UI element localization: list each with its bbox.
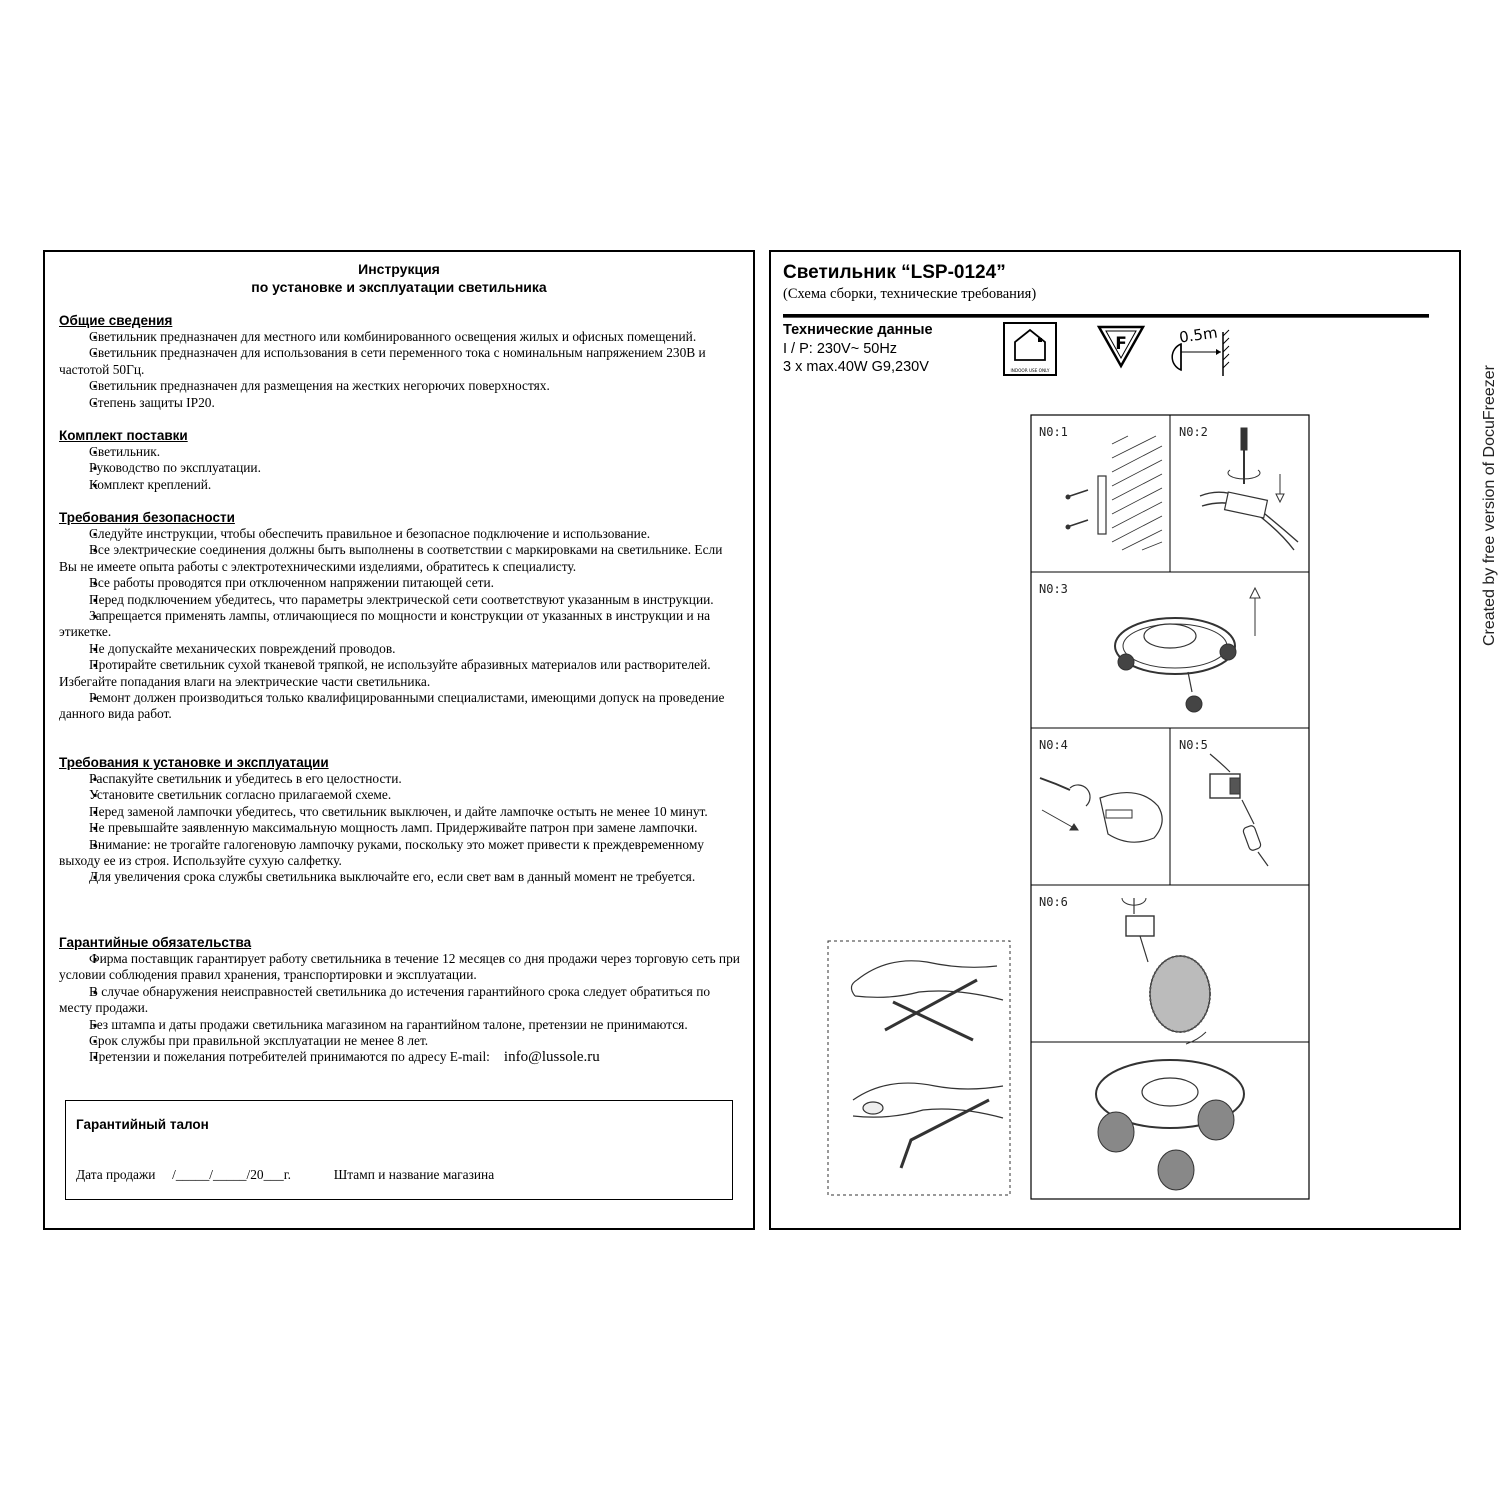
do-not-touch-bulb-drawing	[827, 940, 1011, 1196]
list-item: ▪ Светильник предназначен для размещения на жестких негорючих поверхностях.	[59, 378, 743, 394]
section-warranty-list	[59, 951, 743, 1066]
distance-from-surface-icon	[1169, 318, 1235, 378]
list-item: ▪ Все электрические соединения должны быть выполнены в соответствии с маркировками на светильнике. Если Вы не имеете опыта работы с электротехническими изделиями, обратитесь к специалисту.	[59, 542, 743, 575]
email-prompt: Претензии и пожелания потребителей принимаются по адресу E-mail:	[89, 1049, 490, 1065]
list-item: ▪ Все работы проводятся при отключенном напряжении питающей сети.	[59, 575, 743, 591]
step-4-label: N0:4	[1039, 738, 1068, 752]
section-title-warranty: Гарантийные обязательства	[59, 935, 252, 950]
section-title-general: Общие сведения	[59, 313, 173, 328]
f-mark-icon	[1096, 324, 1146, 370]
assembly-panel	[769, 250, 1461, 1230]
document-title-line1: Инструкция	[358, 261, 440, 277]
section-title-safety: Требования безопасности	[59, 510, 235, 525]
indoor-use-icon	[1003, 322, 1057, 376]
list-item: ▪ Фирма поставщик гарантирует работу светильника в течение 12 месяцев со дня продажи через торговую сеть при условии соблюдения правил хранения, транспортировки и эксплуатации.	[59, 951, 743, 984]
section-title-installation: Требования к установке и эксплуатации	[59, 755, 329, 770]
list-item: ▪ Светильник предназначен для использования в сети переменного тока с номинальным напряжением 230В и частотой 50Гц.	[59, 345, 743, 378]
warranty-card-title: Гарантийный талон	[76, 1117, 209, 1132]
step-3-label: N0:3	[1039, 582, 1068, 596]
instructions-panel	[43, 250, 755, 1230]
warranty-card	[65, 1100, 733, 1200]
watermark	[1470, 250, 1500, 670]
product-title: Светильник “LSP-0124”	[783, 262, 1006, 283]
list-item: ▪ Светильник предназначен для местного или комбинированного освещения жилых и офисных помещений.	[59, 329, 743, 345]
list-item: ▪ В случае обнаружения неисправностей светильника до истечения гарантийного срока следует обратиться по месту продажи.	[59, 984, 743, 1017]
section-package-list	[59, 444, 743, 493]
tech-input-power: I / P: 230V~ 50Hz	[783, 341, 898, 357]
list-item: ▪ Без штампа и даты продажи светильника магазином на гарантийном талоне, претензии не принимаются.	[59, 1017, 743, 1033]
list-item: ▪ Руководство по эксплуатации.	[59, 460, 743, 476]
section-title-package: Комплект поставки	[59, 428, 188, 443]
list-item: ▪ Внимание: не трогайте галогеновую лампочку руками, поскольку это может привести к преждевременному выходу ее из строя. Используйте сухую салфетку.	[59, 837, 743, 870]
step-5-label: N0:5	[1179, 738, 1208, 752]
step-1-label: N0:1	[1039, 425, 1068, 439]
step-6-label: N0:6	[1039, 895, 1068, 909]
f-mark-letter: F	[1115, 334, 1127, 354]
tech-lamp-spec: 3 x max.40W G9,230V	[783, 359, 929, 375]
sale-date-row	[76, 1167, 494, 1183]
distance-label: 0.5m	[1178, 323, 1219, 347]
list-item: ▪ Следуйте инструкции, чтобы обеспечить правильное и безопасное подключение и использование.	[59, 526, 743, 542]
sale-date-field[interactable]: /_____/_____/20___г.	[172, 1167, 292, 1182]
list-item: ▪ Комплект креплений.	[59, 477, 743, 493]
list-item: ▪ Запрещается применять лампы, отличающиеся по мощности и конструкции от указанных в инструкции и на этикетке.	[59, 608, 743, 641]
section-installation-list	[59, 771, 743, 886]
contact-email[interactable]: info@lussole.ru	[503, 1049, 600, 1066]
document-title-line2: по установке и эксплуатации светильника	[251, 279, 547, 295]
list-item: ▪ Перед подключением убедитесь, что параметры электрической сети соответствуют указанным в инструкции.	[59, 592, 743, 608]
list-item: ▪ Протирайте светильник сухой тканевой тряпкой, не используйте абразивных материалов или растворителей. Избегайте попадания влаги на электрические части светильника.	[59, 657, 743, 690]
list-item: ▪ Не превышайте заявленную максимальную мощность ламп. Придерживайте патрон при замене лампочки.	[59, 820, 743, 836]
step-2-label: N0:2	[1179, 425, 1208, 439]
sale-date-label: Дата продажи	[76, 1167, 156, 1182]
list-item: ▪ Ремонт должен производиться только квалифицированными специалистами, имеющими допуск на проведение данного вида работ.	[59, 690, 743, 723]
product-subtitle: (Схема сборки, технические требования)	[783, 286, 1037, 302]
indoor-use-label: INDOOR USE ONLY	[1010, 368, 1050, 373]
tech-data-title: Технические данные	[783, 322, 933, 338]
watermark-text: Created by free version of DocuFreezer	[1481, 364, 1498, 646]
list-item: ▪ Перед заменой лампочки убедитесь, что светильник выключен, и дайте лампочке остыть не менее 10 минут.	[59, 804, 743, 820]
section-general-list	[59, 329, 743, 411]
assembly-steps-diagram	[1030, 414, 1311, 1200]
list-item: ▪ Степень защиты IP20.	[59, 395, 743, 411]
list-item: ▪ Для увеличения срока службы светильника выключайте его, если свет вам в данный момент не требуется.	[59, 869, 743, 885]
list-item: ▪ Установите светильник согласно прилагаемой схеме.	[59, 787, 743, 803]
list-item: ▪ Распакуйте светильник и убедитесь в его целостности.	[59, 771, 743, 787]
header-divider	[783, 314, 1429, 318]
list-item	[59, 1049, 743, 1065]
list-item: ▪ Светильник.	[59, 444, 743, 460]
section-safety-list	[59, 526, 743, 723]
stamp-label: Штамп и название магазина	[333, 1167, 495, 1182]
list-item: ▪ Срок службы при правильной эксплуатации не менее 8 лет.	[59, 1033, 743, 1049]
list-item: ▪ Не допускайте механических повреждений проводов.	[59, 641, 743, 657]
